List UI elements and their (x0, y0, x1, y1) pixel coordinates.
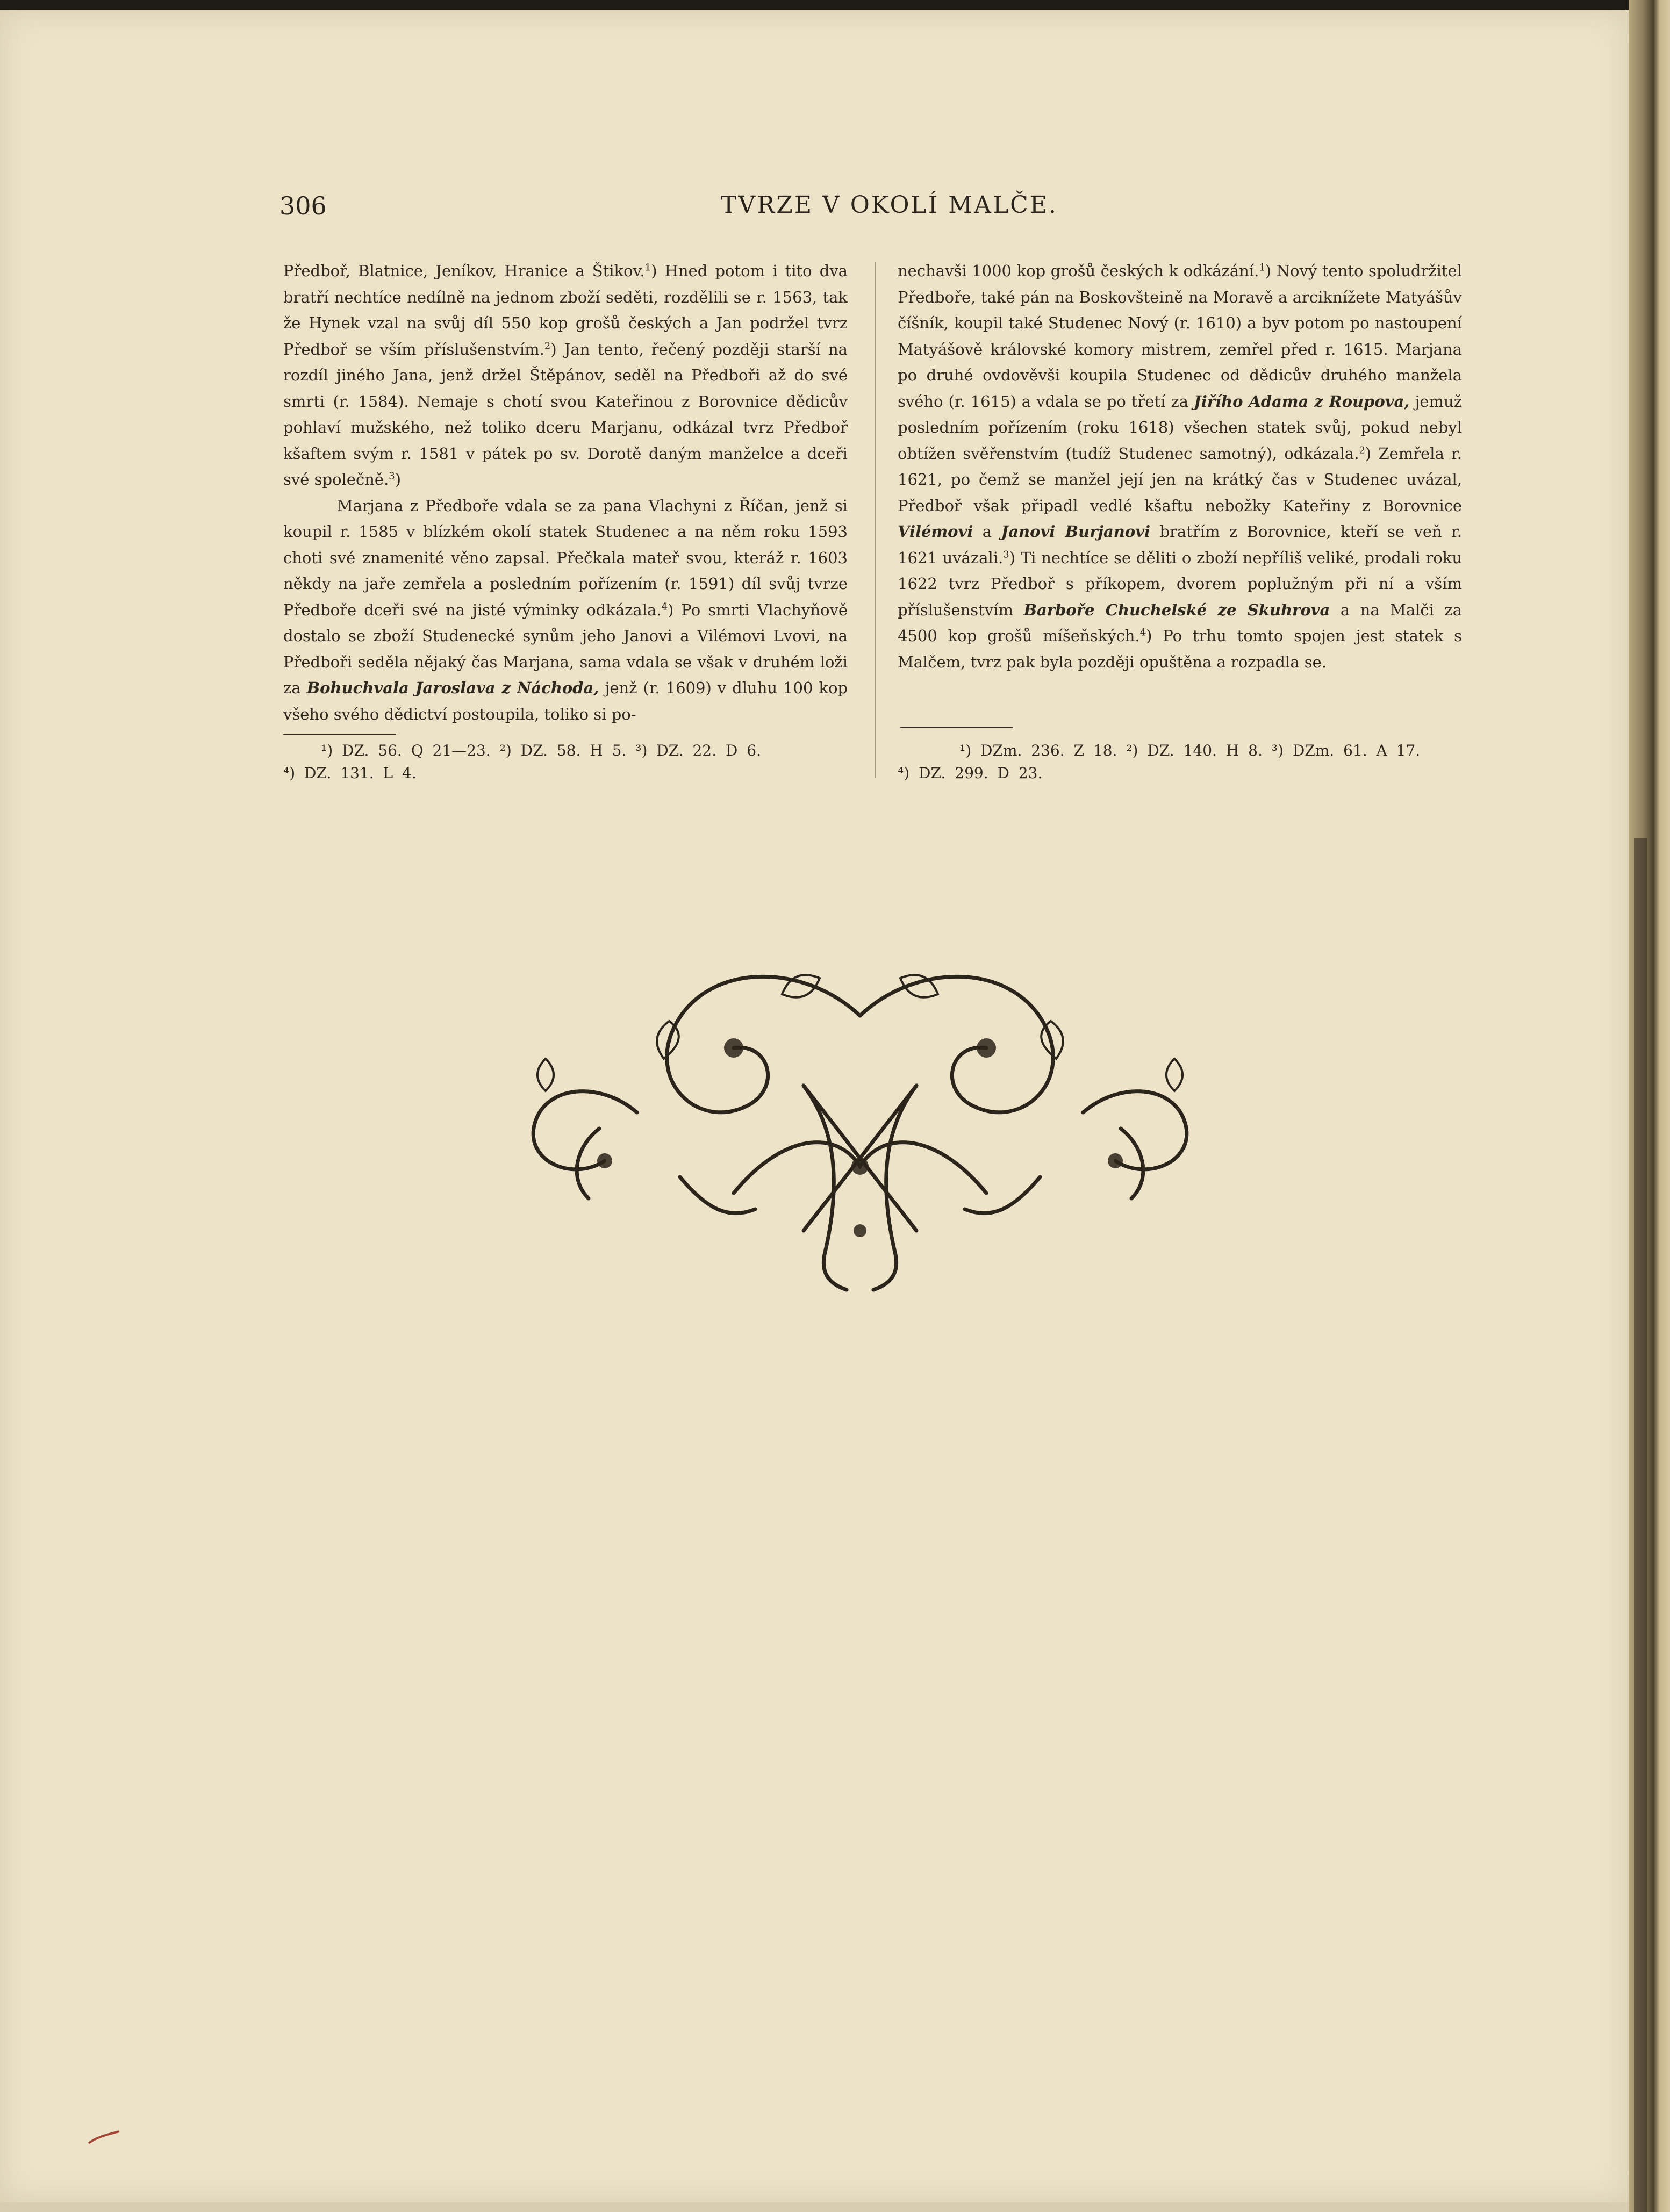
text-run: a na Malči za 4500 kop grošů míšeňských. (898, 600, 1463, 645)
footnote-line: ⁴) DZ. 131. L 4. (283, 764, 417, 782)
text-run: Zemřela r. 1621, po čemž se manžel její jen na krátký čas v Studenec uvázal, Předboř však připadl vedlé kšaftu nebožky Kateřiny z Borovnice (898, 444, 1462, 515)
left-paragraph-2: Marjana z Předboře vdala se za pana Vlachyni z Říčan, jenž si koupil r. 1585 v blízkém okolí statek Studenec a na něm roku 1593 choti své znamenité věno zapsal. Přečkala mateř svou, kteráž r. 1603 někdy na jaře zemřela a posledním pořízením (r. 1591) díl svůj tvrze Předboře dceři své na jisté výminky odkázala.$^4$) Po smrti Vlachyňově dostalo se zboží Studenecké synům jeho Janovi a Vilémovi Lvovi, na Předboři seděla nějaký čas Marjana, sama vdala se však v druhém loži za Bohuchvala Jaroslava z Náchoda, jenž (r. 1609) v dluhu 100 kop všeho svého dědictví postoupila, toliko si po- (283, 496, 848, 723)
left-footnote-rule (283, 734, 396, 735)
person-name: Bohuchvala Jaroslava z Náchoda, (306, 679, 599, 697)
left-paragraph-1: Předboř, Blatnice, Jeníkov, Hranice a Štikov.$^1$) Hned potom i tito dva bratří nechtíce nedílně na jednom zboží seděti, rozdělili se r. 1563, tak že Hynek vzal na svůj díl 550 kop grošů českých a Jan podržel tvrz Předboř se vším příslušenstvím.$^2$) Jan tento, řečený později starší na rozdíl jiného Jana, jenž držel Štěpánov, seděl na Předboři až do své smrti (r. 1584). Nemaje s chotí svou Kateřinou z Borovnice dědicův pohlaví mužského, než toliko dceru Marjanu, odkázal tvrz Předboř kšaftem svým r. 1581 v pátek po sv. Dorotě daným manželce a dceři své společně.$^3$) (283, 262, 848, 489)
footnote-line: ¹) DZm. 236. Z 18. ²) DZ. 140. H 8. ³) DZm. 61. A 17. (959, 742, 1421, 759)
text-run: Po smrti Vlachyňově dostalo se zboží Studenecké synům jeho Janovi a Vilémovi Lvovi, na Předboři seděla nějaký čas Marjana, sama vdala se však v druhém loži za (283, 600, 848, 697)
text-run: Po trhu tomto spojen jest statek s Malčem, tvrz pak byla později opuštěna a rozpadla se. (898, 627, 1462, 671)
text-run: Jan tento, řečený později starší na rozdíl jiného Jana, jenž držel Štěpánov, seděl na Předboři až do své smrti (r. 1584). Nemaje s chotí svou Kateřinou z Borovnice dědicův pohlaví mužského, než toliko dceru Marjanu, odkázal tvrz Předboř kšaftem svým r. 1581 v pátek po sv. Dorotě daným manželce a dceři své společně. (283, 340, 848, 489)
text-run: Marjana z Předboře vdala se za pana Vlachyni z Říčan, jenž si koupil r. 1585 v blízkém okolí statek Studenec a na něm roku 1593 choti své znamenité věno zapsal. Přečkala mateř svou, kteráž r. 1603 někdy na jaře zemřela a posledním pořízením (r. 1591) díl svůj tvrze Předboře dceři své na jisté výminky odkázala. (283, 496, 848, 619)
person-name: Vilémovi (898, 522, 973, 541)
column-divider (875, 262, 876, 778)
text-run: a (973, 522, 1001, 541)
footnote-ref: 4 (1139, 627, 1146, 638)
ink-mark-icon (86, 2127, 124, 2149)
decorative-ornament-icon (503, 951, 1217, 1295)
text-run: nechavši 1000 kop grošů českých k odkázání. (898, 262, 1259, 280)
left-column (283, 258, 848, 727)
right-footnote-rule (900, 727, 1013, 728)
footnote-ref: 1 (644, 262, 651, 274)
scan-top-edge (0, 0, 1670, 10)
footnote-line: ⁴) DZ. 299. D 23. (898, 764, 1043, 782)
footnote-ref: 1 (1259, 262, 1265, 274)
person-name: Barboře Chuchelské ze Skuhrova (1023, 600, 1330, 619)
person-name: Jiřího Adama z Roupova, (1193, 392, 1410, 411)
text-run: jenž (r. 1609) v dluhu 100 kop všeho svého dědictví postoupila, toliko si po- (283, 679, 848, 723)
text-run: Ti nechtíce se děliti o zboží nepříliš veliké, prodali roku 1622 tvrz Předboř s příkopem, dvorem poplužným při ní a vším příslušenstvím (898, 548, 1462, 619)
spine-shadow (1634, 838, 1647, 2212)
text-run: Hned potom i tito dva bratří nechtíce nedílně na jednom zboží seděti, rozdělili se r. 1563, tak že Hynek vzal na svůj díl 550 kop grošů českých a Jan podržel tvrz Předboř se vším příslušenstvím. (283, 262, 848, 358)
footnote-ref: 2 (544, 340, 551, 351)
text-run: jemuž posledním pořízením (roku 1618) všechen statek svůj, pokud nebyl obtížen svěřenstvím (tudíž Studenec samotný), odkázala. (898, 392, 1462, 463)
page-number: 306 (279, 191, 327, 220)
text-run: Nový tento spoludržitel Předboře, také pán na Boskovšteině na Moravě a arciknížete Matyášův číšník, koupil také Studenec Nový (r. 1610) a byv potom po nastoupení Matyášově královské komory mistrem, zemřel před r. 1615. Marjana po druhé ovdověvši koupila Studenec od dědicův druhého manžela svého (r. 1615) a vdala se po třetí za (898, 262, 1462, 411)
right-footnotes (898, 739, 1462, 785)
footnote-ref: 4 (661, 600, 668, 612)
text-run: Předboř, Blatnice, Jeníkov, Hranice a Štikov. (283, 262, 645, 280)
text-run: bratřím z Borovnice, kteří se veň r. 1621 uvázali. (898, 522, 1462, 567)
footnote-line: ¹) DZ. 56. Q 21—23. ²) DZ. 58. H 5. ³) DZ. 22. D 6. (321, 742, 761, 759)
footnote-ref: 3 (1003, 548, 1009, 560)
right-paragraph-1: nechavši 1000 kop grošů českých k odkázání.$^1$) Nový tento spoludržitel Předboře, také pán na Boskovšteině na Moravě a arciknížete Matyášův číšník, koupil také Studenec Nový (r. 1610) a byv potom po nastoupení Matyášově královské komory mistrem, zemřel před r. 1615. Marjana po druhé ovdověvši koupila Studenec od dědicův druhého manžela svého (r. 1615) a vdala se po třetí za Jiřího Adama z Roupova, jemuž posledním pořízením (roku 1618) všechen statek svůj, pokud nebyl obtížen svěřenstvím (tudíž Studenec samotný), odkázala.$^2$) Zemřela r. 1621, po čemž se manžel její jen na krátký čas v Studenec uvázal, Předboř však připadl vedlé kšaftu nebožky Kateřiny z Borovnice Vilémovi a Janovi Burjanovi bratřím z Borovnice, kteří se veň r. 1621 uvázali.$^3$) Ti nechtíce se děliti o zboží nepříliš veliké, prodali roku 1622 tvrz Předboř s příkopem, dvorem poplužným při ní a vším příslušenstvím Barboře Chuchelské ze Skuhrova a na Malči za 4500 kop grošů míšeňských.$^4$) Po trhu tomto spojen jest statek s Malčem, tvrz pak byla později opuštěna a rozpadla se. (898, 262, 1463, 671)
person-name: Janovi Burjanovi (1001, 522, 1151, 541)
right-column (898, 258, 1462, 675)
left-footnotes (283, 739, 848, 785)
running-title: TVRZE V OKOLÍ MALČE. (721, 191, 1058, 219)
footnote-ref: 2 (1359, 444, 1365, 456)
page-header (279, 191, 1462, 229)
footnote-ref: 3 (389, 470, 395, 482)
